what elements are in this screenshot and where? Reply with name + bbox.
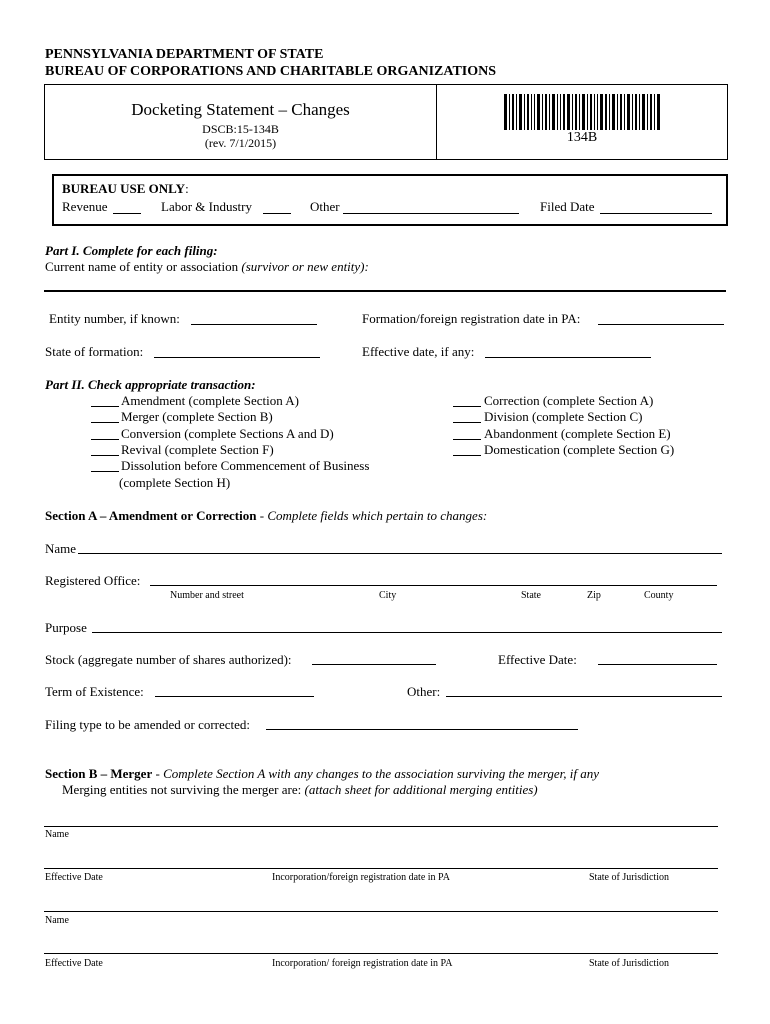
section-a-heading: Section A – Amendment or Correction - Complete fields which pertain to changes:	[45, 508, 488, 523]
merging-name-field-1[interactable]	[44, 826, 718, 827]
purpose-field[interactable]	[92, 632, 722, 633]
sub-city-label: City	[379, 590, 397, 601]
merging-incorp-label-1: Incorporation/foreign registration date in PA	[272, 872, 450, 883]
option-merger: Merger (complete Section B)	[121, 409, 273, 424]
purpose-label: Purpose	[45, 620, 87, 635]
bureau-use-box	[52, 174, 728, 226]
bureau-heading: BUREAU OF CORPORATIONS AND CHARITABLE ORGANIZATIONS	[45, 64, 497, 79]
labor-field[interactable]	[263, 213, 291, 214]
merging-effective-label-2: Effective Date	[45, 958, 103, 969]
sub-county-label: County	[644, 590, 674, 601]
filed-date-label: Filed Date	[540, 199, 595, 214]
state-of-formation-label: State of formation:	[45, 344, 144, 359]
name-label: Name	[45, 541, 77, 556]
other-field-section-a[interactable]	[446, 696, 722, 697]
registered-office-field[interactable]	[150, 585, 717, 586]
checkbox-amendment[interactable]	[91, 406, 119, 407]
form-code: DSCB:15-134B	[202, 122, 279, 136]
checkbox-domestication[interactable]	[453, 455, 481, 456]
sub-zip-label: Zip	[587, 590, 601, 601]
revenue-field[interactable]	[113, 213, 141, 214]
entity-name-field[interactable]	[44, 290, 726, 292]
registered-office-label: Registered Office:	[45, 573, 141, 588]
checkbox-conversion[interactable]	[91, 439, 119, 440]
department-heading: PENNSYLVANIA DEPARTMENT OF STATE	[45, 47, 324, 62]
sub-street-label: Number and street	[170, 590, 244, 601]
merging-details-field-1[interactable]	[44, 868, 718, 869]
labor-label: Labor & Industry	[161, 199, 252, 214]
entity-name-label: Current name of entity or association (survivor or new entity):	[45, 259, 369, 274]
bureau-use-heading-row: BUREAU USE ONLY:	[62, 181, 189, 196]
option-correction: Correction (complete Section A)	[484, 393, 654, 408]
section-a-effective-date-field[interactable]	[598, 664, 717, 665]
section-a-effective-date-label: Effective Date:	[498, 652, 577, 667]
checkbox-correction[interactable]	[453, 406, 481, 407]
checkbox-abandonment[interactable]	[453, 439, 481, 440]
option-amendment: Amendment (complete Section A)	[121, 393, 299, 408]
merging-entities-label: Merging entities not surviving the merger are: (attach sheet for additional merging entities)	[62, 782, 538, 797]
form-revision: (rev. 7/1/2015)	[204, 136, 277, 150]
option-revival: Revival (complete Section F)	[121, 442, 274, 457]
bureau-use-heading: BUREAU USE ONLY	[62, 181, 186, 196]
title-box-divider	[436, 85, 437, 159]
other-field[interactable]	[343, 213, 519, 214]
merging-incorp-label-2: Incorporation/ foreign registration date in PA	[272, 958, 453, 969]
checkbox-merger[interactable]	[91, 422, 119, 423]
barcode-image	[504, 94, 660, 130]
name-field[interactable]	[78, 553, 722, 554]
entity-number-label: Entity number, if known:	[49, 311, 180, 326]
filing-type-label: Filing type to be amended or corrected:	[45, 717, 251, 732]
effective-date-label: Effective date, if any:	[362, 344, 475, 359]
filing-type-field[interactable]	[266, 729, 578, 730]
stock-field[interactable]	[312, 664, 436, 665]
checkbox-division[interactable]	[453, 422, 481, 423]
checkbox-dissolution[interactable]	[91, 471, 119, 472]
barcode-label: 134B	[566, 130, 598, 145]
formation-date-label: Formation/foreign registration date in PA:	[362, 311, 581, 326]
option-domestication: Domestication (complete Section G)	[484, 442, 675, 457]
option-dissolution-continuation: (complete Section H)	[119, 475, 231, 490]
entity-number-field[interactable]	[191, 324, 317, 325]
formation-date-field[interactable]	[598, 324, 724, 325]
merging-details-field-2[interactable]	[44, 953, 718, 954]
other-label: Other	[310, 199, 340, 214]
option-abandonment: Abandonment (complete Section E)	[484, 426, 671, 441]
filed-date-field[interactable]	[600, 213, 712, 214]
state-of-formation-field[interactable]	[154, 357, 320, 358]
title-box	[44, 84, 728, 160]
form-title: Docketing Statement – Changes	[131, 100, 350, 119]
part1-heading: Part I. Complete for each filing:	[45, 243, 218, 258]
sub-state-label: State	[521, 590, 541, 601]
term-label: Term of Existence:	[45, 684, 144, 699]
merging-state-label-2: State of Jurisdiction	[589, 958, 669, 969]
checkbox-revival[interactable]	[91, 455, 119, 456]
other-label-section-a: Other:	[407, 684, 441, 699]
part2-heading: Part II. Check appropriate transaction:	[45, 377, 256, 392]
effective-date-field[interactable]	[485, 357, 651, 358]
merging-effective-label-1: Effective Date	[45, 872, 103, 883]
revenue-label: Revenue	[62, 199, 108, 214]
merging-name-label-1: Name	[45, 829, 69, 840]
section-b-heading: Section B – Merger - Complete Section A with any changes to the association surviving the merger, if any	[45, 766, 599, 781]
option-conversion: Conversion (complete Sections A and D)	[121, 426, 334, 441]
merging-name-field-2[interactable]	[44, 911, 718, 912]
term-field[interactable]	[155, 696, 314, 697]
merging-name-label-2: Name	[45, 915, 69, 926]
option-division: Division (complete Section C)	[484, 409, 643, 424]
merging-state-label-1: State of Jurisdiction	[589, 872, 669, 883]
stock-label: Stock (aggregate number of shares authorized):	[45, 652, 292, 667]
option-dissolution: Dissolution before Commencement of Business	[121, 458, 370, 473]
